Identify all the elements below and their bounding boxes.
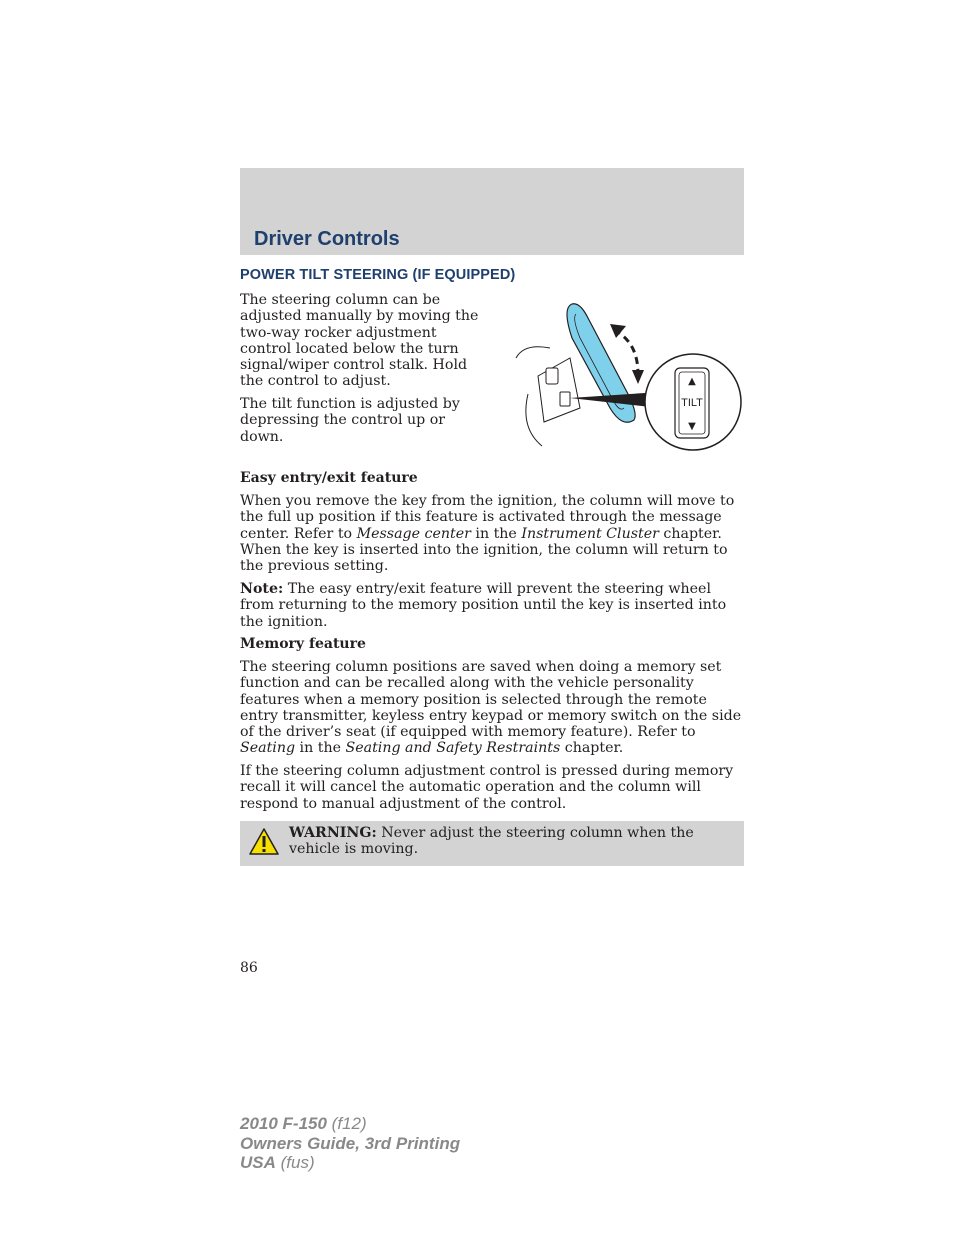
rocker-control: [560, 392, 570, 406]
up-arrow-icon: ▲: [688, 376, 696, 387]
tilt-motion-arrow: [614, 330, 638, 374]
memory-feature-heading: Memory feature: [240, 636, 366, 652]
document-footer: [240, 1114, 460, 1173]
memory-feature-paragraph-1: The steering column positions are saved when doing a memory set function and can be recalled along with the vehicle personality features when a memory position is selected through the remote entry transmitter, keyless entry keypad or memory switch on the side of the driver’s seat (if equipped with memory feature). Refer to Seating in the Seating and Safety Restraints chapter.: [240, 659, 742, 757]
intro-paragraph-1: The steering column can be adjusted manually by moving the two-way rocker adjustment control located below the turn signal/wiper control stalk. Hold the control to adjust.: [240, 292, 479, 390]
tilt-switch-label: TILT: [681, 397, 703, 409]
seating-safety-restraints-reference: Seating and Safety Restraints: [345, 740, 561, 757]
ignition-cylinder: [546, 368, 558, 384]
section-heading: POWER TILT STEERING (IF EQUIPPED): [240, 267, 516, 283]
footer-region: USA: [240, 1153, 276, 1172]
warning-text: WARNING: Never adjust the steering column when the vehicle is moving.: [289, 825, 694, 858]
message-center-reference: Message center: [356, 525, 471, 542]
tilt-steering-illustration: [510, 298, 746, 454]
warning-label: WARNING:: [289, 825, 377, 841]
warning-box: [240, 821, 744, 866]
down-arrow-icon: ▼: [688, 421, 696, 432]
steering-wheel-diagram: [510, 298, 746, 454]
easy-entry-heading: Easy entry/exit feature: [240, 470, 418, 486]
intro-paragraph-2: The tilt function is adjusted by depressing the control up or down.: [240, 396, 460, 445]
easy-entry-note: Note: The easy entry/exit feature will prevent the steering wheel from returning to the memory position until the key is inserted into the ignition.: [240, 581, 727, 630]
seating-reference: Seating: [240, 740, 296, 757]
memory-feature-paragraph-2: If the steering column adjustment control is pressed during memory recall it will cancel the automatic operation and the column will respond to manual adjustment of the control.: [240, 763, 734, 812]
footer-region-code: (fus): [275, 1153, 315, 1172]
warning-triangle-icon: [248, 827, 280, 857]
steering-column: [538, 358, 580, 422]
footer-guide: Owners Guide, 3rd Printing: [240, 1133, 461, 1153]
chapter-title: Driver Controls: [254, 228, 400, 250]
instrument-cluster-reference: Instrument Cluster: [521, 525, 659, 542]
page-number: 86: [240, 960, 258, 976]
column-shroud-line: [526, 394, 542, 446]
dash-line: [516, 347, 550, 358]
note-label: Note:: [240, 581, 284, 597]
tilt-arrow-head-down: [632, 370, 644, 384]
chapter-header-band: [240, 168, 744, 255]
easy-entry-paragraph: When you remove the key from the ignition, the column will move to the full up position if this feature is activated through the message center. Refer to Message center in the Instrument Cluster chapter. When the key is inserted into the ignition, the column will return to the previous setting.: [240, 493, 735, 575]
footer-model: 2010 F-150: [240, 1114, 327, 1133]
tilt-arrow-head-up: [610, 324, 626, 338]
footer-model-code: (f12): [326, 1114, 367, 1133]
